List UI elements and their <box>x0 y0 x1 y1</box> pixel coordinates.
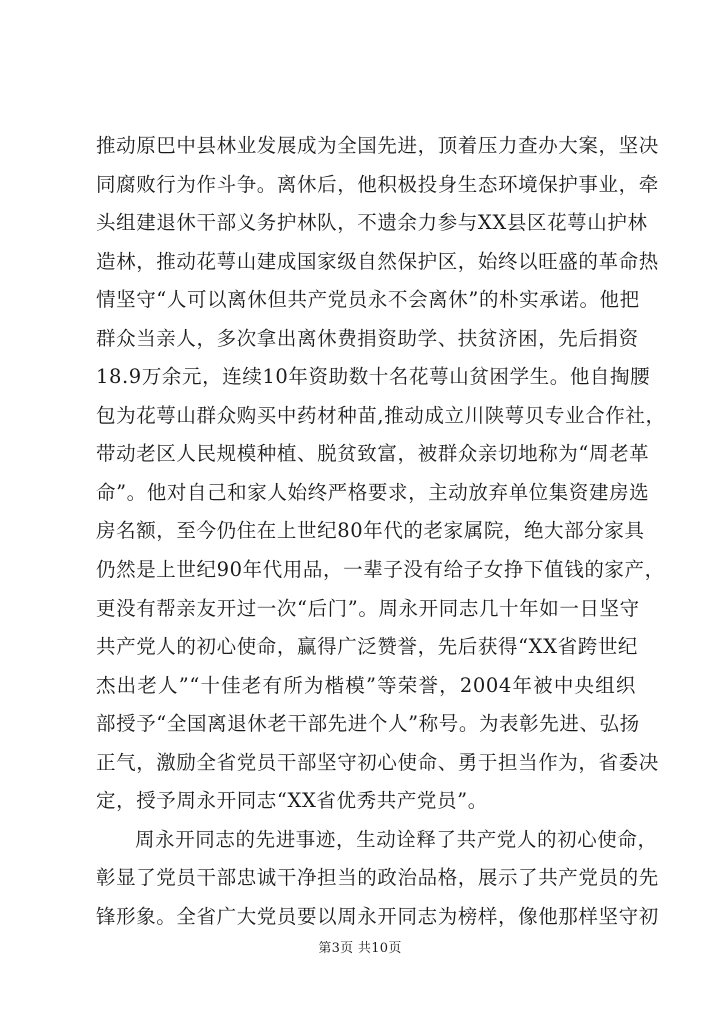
text-line: 杰出老人”“十佳老有所为楷模”等荣誉，2004年被中央组织 <box>96 673 636 697</box>
text-line: 造林，推动花萼山建成国家级自然保护区，始终以旺盛的革命热 <box>96 249 659 273</box>
text-line: 锋形象。全省广大党员要以周永开同志为榜样，像他那样坚守初 <box>96 904 659 928</box>
text-line: 房名额，至今仍住在上世纪80年代的老家属院，绝大部分家具 <box>96 519 645 543</box>
text-line: 彰显了党员干部忠诚干净担当的政治品格，展示了共产党员的先 <box>96 866 659 890</box>
text-line: 周永开同志的先进事迹，生动诠释了共产党人的初心使命， <box>135 827 658 851</box>
text-line: 群众当亲人，多次拿出离休费捐资助学、扶贫济困，先后捐资 <box>96 326 639 350</box>
text-line: 正气，激励全省党员干部坚守初心使命、勇于担当作为，省委决 <box>96 750 659 774</box>
text-line: 推动原巴中县林业发展成为全国先进，顶着压力查办大案，坚决 <box>96 134 659 157</box>
text-line: 18.9万余元，连续10年资助数十名花萼山贫困学生。他自掏腰 <box>96 365 651 389</box>
text-line: 情坚守“人可以离休但共产党员永不会离休”的朴实承诺。他把 <box>96 288 640 312</box>
text-line: 更没有帮亲友开过一次“后门”。周永开同志几十年如一日坚守 <box>96 596 640 620</box>
text-line: 带动老区人民规模种植、脱贫致富，被群众亲切地称为“周老革 <box>96 442 650 466</box>
text-line: 定，授予周永开同志“XX省优秀共产党员”。 <box>96 789 488 813</box>
text-line: 共产党人的初心使命，赢得广泛赞誉，先后获得“XX省跨世纪 <box>96 635 639 659</box>
text-line: 命”。他对自己和家人始终严格要求，主动放弃单位集资建房选 <box>96 480 650 504</box>
text-line: 部授予“全国离退休老干部先进个人”称号。为表彰先进、弘扬 <box>96 712 640 736</box>
text-line: 头组建退休干部义务护林队，不遗余力参与XX县区花萼山护林 <box>96 211 648 235</box>
text-line: 包为花萼山群众购买中药材种苗,推动成立川陕萼贝专业合作社， <box>96 403 666 427</box>
body-text <box>96 127 666 936</box>
text-line: 仍然是上世纪90年代用品，一辈子没有给子女挣下值钱的家产， <box>96 558 665 582</box>
paragraph <box>96 821 659 937</box>
text-line: 同腐败行为作斗争。离休后，他积极投身生态环境保护事业，牵 <box>96 172 659 196</box>
paragraph <box>96 127 666 821</box>
page-footer: 第3页 共10页 <box>318 941 402 956</box>
